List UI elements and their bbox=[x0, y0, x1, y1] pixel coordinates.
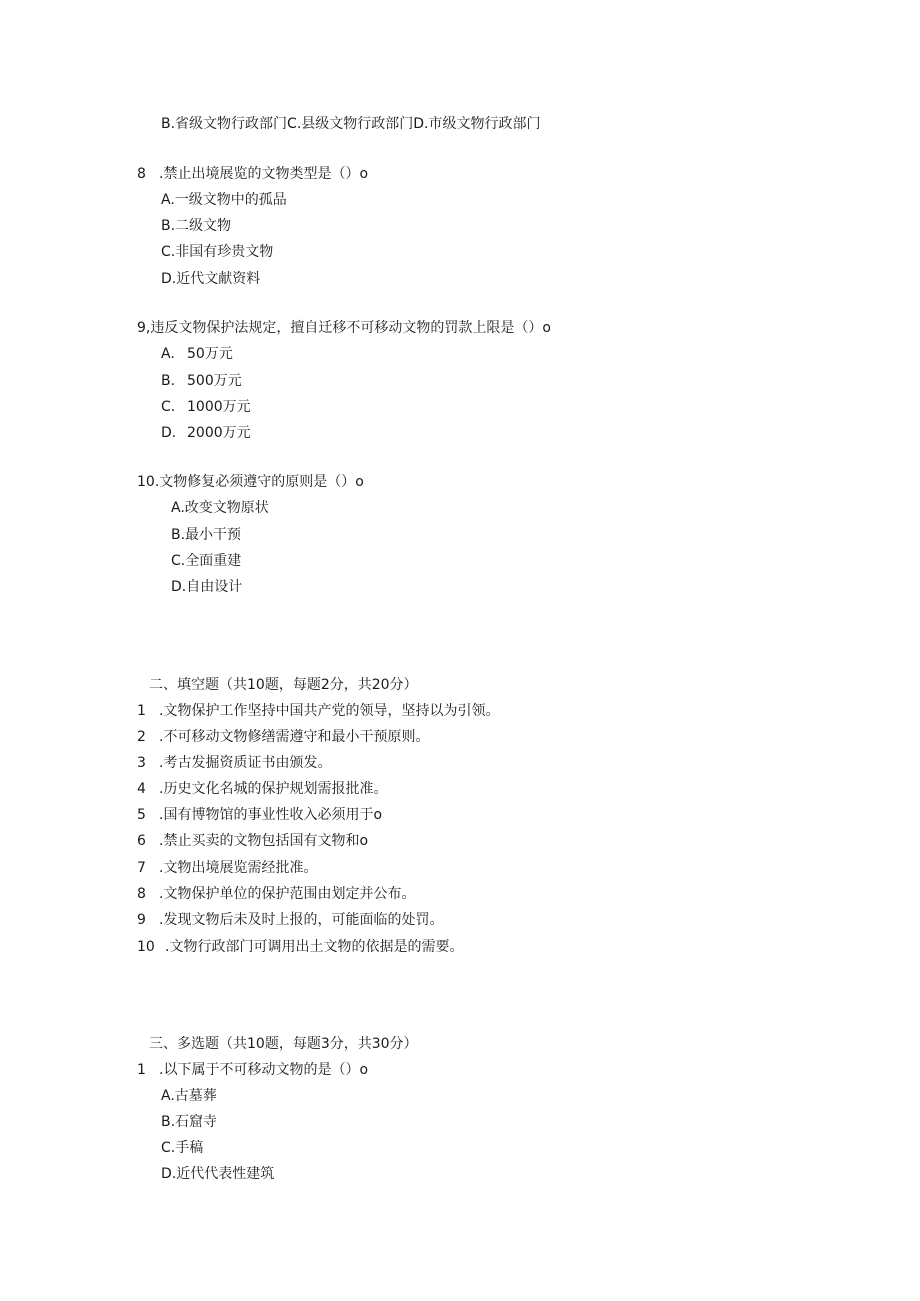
fill-item-number: 9 bbox=[137, 912, 146, 928]
q10-option-d: D.自由设计 bbox=[171, 579, 243, 595]
q8-number: 8 bbox=[137, 166, 146, 182]
q8-option-d: D.近代文献资料 bbox=[161, 271, 261, 287]
q8-option-c: C.非国有珍贵文物 bbox=[161, 244, 274, 260]
fill-item-number: 6 bbox=[137, 833, 146, 849]
fill-item-text: .发现文物后未及时上报的，可能面临的处罚。 bbox=[159, 912, 444, 928]
fill-item-number: 8 bbox=[137, 886, 146, 902]
section2-title: 二、填空题（共10题，每题2分，共20分） bbox=[149, 677, 418, 693]
q7-options-line: B.省级文物行政部门C.县级文物行政部门D.市级文物行政部门 bbox=[161, 116, 541, 132]
fill-item-number: 10 bbox=[137, 939, 155, 955]
q9-option-c-value: 1000万元 bbox=[187, 399, 251, 415]
fill-item-text: .禁止买卖的文物包括国有文物和o bbox=[159, 833, 369, 849]
q10-option-b: B.最小干预 bbox=[171, 527, 242, 543]
fill-item-text: .国有博物馆的事业性收入必须用于o bbox=[159, 807, 383, 823]
mc-q1-option-c: C.手稿 bbox=[161, 1140, 204, 1156]
q9-option-a-letter: A. bbox=[161, 346, 175, 362]
fill-item-number: 3 bbox=[137, 755, 146, 771]
fill-item-text: .文物保护单位的保护范围由划定并公布。 bbox=[159, 886, 416, 902]
q9-option-d-value: 2000万元 bbox=[187, 425, 251, 441]
fill-item-number: 1 bbox=[137, 703, 146, 719]
q9-option-c-letter: C. bbox=[161, 399, 176, 415]
mc-q1-option-a: A.古墓葬 bbox=[161, 1088, 217, 1104]
q9-stem: 9,违反文物保护法规定，擅自迁移不可移动文物的罚款上限是（）o bbox=[137, 320, 551, 336]
mc-q1-option-d: D.近代代表性建筑 bbox=[161, 1166, 275, 1182]
fill-item-number: 5 bbox=[137, 807, 146, 823]
q9-option-a-value: 50万元 bbox=[187, 346, 233, 362]
fill-item-number: 7 bbox=[137, 860, 146, 876]
q8-option-a: A.一级文物中的孤品 bbox=[161, 192, 287, 208]
fill-item-number: 4 bbox=[137, 781, 146, 797]
fill-item-text: .考古发掘资质证书由颁发。 bbox=[159, 755, 332, 771]
q9-option-d-letter: D. bbox=[161, 425, 177, 441]
mc-q1-stem: .以下属于不可移动文物的是（）o bbox=[159, 1062, 369, 1078]
q10-option-a: A.改变文物原状 bbox=[171, 500, 269, 516]
q8-stem: .禁止出境展览的文物类型是（）o bbox=[159, 166, 369, 182]
fill-item-text: .文物出境展览需经批准。 bbox=[159, 860, 318, 876]
mc-q1-option-b: B.石窟寺 bbox=[161, 1114, 218, 1130]
fill-item-text: .文物行政部门可调用出土文物的依据是的需要。 bbox=[165, 939, 464, 955]
q9-option-b-value: 500万元 bbox=[187, 373, 242, 389]
fill-item-text: .不可移动文物修缮需遵守和最小干预原则。 bbox=[159, 729, 430, 745]
mc-q1-number: 1 bbox=[137, 1062, 146, 1078]
q10-option-c: C.全面重建 bbox=[171, 553, 242, 569]
q9-option-b-letter: B. bbox=[161, 373, 176, 389]
q8-option-b: B.二级文物 bbox=[161, 218, 232, 234]
fill-item-text: .历史文化名城的保护规划需报批准。 bbox=[159, 781, 388, 797]
section3-title: 三、多选题（共10题，每题3分，共30分） bbox=[149, 1036, 418, 1052]
q10-stem: 10.文物修复必须遵守的原则是（）o bbox=[137, 474, 364, 490]
fill-item-number: 2 bbox=[137, 729, 146, 745]
fill-item-text: .文物保护工作坚持中国共产党的领导，坚持以为引领。 bbox=[159, 703, 500, 719]
